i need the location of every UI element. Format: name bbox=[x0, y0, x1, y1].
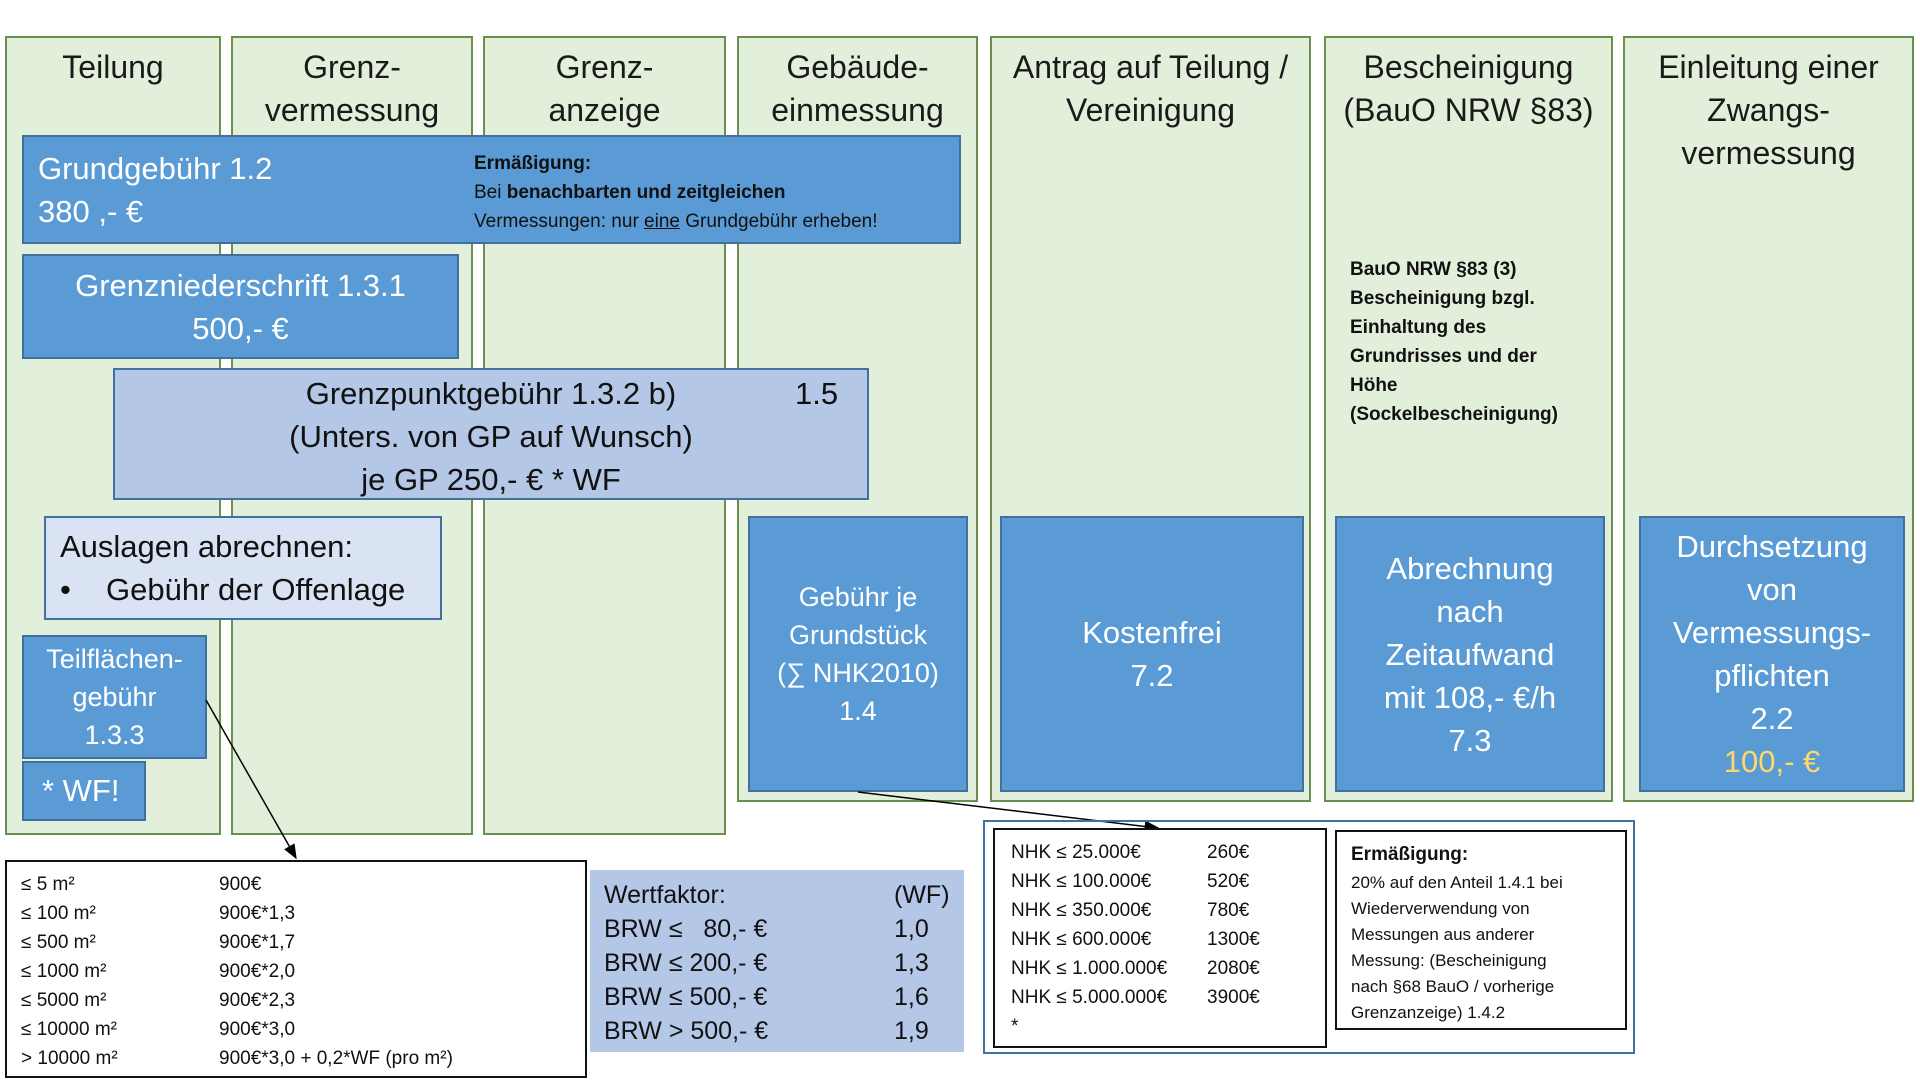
area-cell: > 10000 m² bbox=[21, 1048, 118, 1069]
area-table-row bbox=[21, 986, 453, 1015]
kostenfrei-box bbox=[1000, 516, 1304, 792]
nhk-fee-cell: 2080€ bbox=[1207, 958, 1260, 979]
wertfaktor-value: 1,3 bbox=[894, 949, 929, 977]
grenzpunkt-subtitle: (Unters. von GP auf Wunsch) bbox=[289, 419, 693, 454]
column-title: Grenz- anzeige bbox=[548, 49, 661, 128]
column-title: Antrag auf Teilung / Vereinigung bbox=[1012, 49, 1289, 128]
wertfaktor-row bbox=[604, 980, 950, 1014]
area-table-row bbox=[21, 1015, 453, 1044]
ermaessigung2-title: Ermäßigung: bbox=[1351, 844, 1469, 865]
column-title: Gebäude- einmessung bbox=[771, 49, 944, 128]
nhk-fee-cell: 3900€ bbox=[1207, 987, 1260, 1008]
column-title: Bescheinigung (BauO NRW §83) bbox=[1343, 49, 1594, 128]
teilflaechen-label: Teilflächen- gebühr 1.3.3 bbox=[46, 644, 183, 750]
grundgebuehr-box bbox=[22, 135, 961, 244]
auslagen-box bbox=[44, 516, 442, 620]
fee-cell: 900€*1,3 bbox=[219, 903, 296, 924]
area-table-row bbox=[21, 870, 453, 899]
grenzniederschrift-price: 500,- € bbox=[192, 310, 289, 346]
ermaessigung2-text: 20% auf den Anteil 1.4.1 bei Wiederverwendung von Messungen aus anderer Messung: (Bescheinigung nach §68 BauO / vorherige Grenzanzeige) 1.4.2 bbox=[1351, 873, 1563, 1022]
wertfaktor-value: 1,6 bbox=[894, 983, 929, 1011]
area-table-row bbox=[21, 928, 453, 957]
area-cell: ≤ 100 m² bbox=[21, 903, 96, 924]
durchsetzung-label: Durchsetzung von Vermessungs- pflichten 2.2 bbox=[1672, 529, 1872, 736]
durchsetzung-price: 100,- € bbox=[1723, 744, 1821, 779]
grenzpunkt-price: je GP 250,- € * WF bbox=[361, 462, 621, 497]
nhk-fee-cell: 780€ bbox=[1207, 900, 1250, 921]
grenzniederschrift-box bbox=[22, 254, 459, 359]
nhk-fee-cell: 260€ bbox=[1207, 842, 1250, 863]
wf-note-box bbox=[22, 761, 146, 821]
nhk-table-row bbox=[1011, 896, 1260, 925]
nhk-fee-cell: 520€ bbox=[1207, 871, 1250, 892]
fee-cell: 900€*3,0 bbox=[219, 1019, 296, 1040]
grundgebuehr-price: 380 ,- € bbox=[38, 194, 144, 229]
wertfaktor-row bbox=[604, 912, 950, 946]
grenzpunkt-code: 1.5 bbox=[795, 376, 839, 411]
durchsetzung-box bbox=[1639, 516, 1905, 792]
gebaeude-fee-label: Gebühr je Grundstück (∑ NHK2010) 1.4 bbox=[777, 582, 939, 726]
fee-cell: 900€ bbox=[219, 874, 262, 895]
nhk-table-box bbox=[993, 828, 1327, 1048]
bescheinigung-note: BauO NRW §83 (3) Bescheinigung bzgl. Einhaltung des Grundrisses und der Höhe (Sockelbescheinigung) bbox=[1350, 259, 1558, 425]
area-table-row bbox=[21, 1044, 453, 1073]
abrechnung-label: Abrechnung nach Zeitaufwand mit 108,- €/h 7.3 bbox=[1383, 550, 1557, 758]
area-fee-table bbox=[21, 870, 453, 1073]
wf-note-label: * WF! bbox=[42, 773, 120, 808]
area-cell: ≤ 10000 m² bbox=[21, 1019, 117, 1040]
ermaessigung-title: Ermäßigung: bbox=[474, 153, 592, 174]
grundgebuehr-label: Grundgebühr 1.2 bbox=[38, 151, 273, 186]
nhk-table bbox=[1011, 838, 1260, 1012]
ermaessigung-line2: Bei benachbarten und zeitgleichen bbox=[474, 182, 786, 203]
abrechnung-box bbox=[1335, 516, 1605, 792]
column-title: Einleitung einer Zwangs- vermessung bbox=[1658, 49, 1879, 171]
nhk-fee-cell: 1300€ bbox=[1207, 929, 1260, 950]
nhk-cell: NHK ≤ 100.000€ bbox=[1011, 871, 1152, 892]
wertfaktor-row bbox=[604, 946, 950, 980]
wertfaktor-header-code: (WF) bbox=[894, 881, 950, 909]
nhk-cell: NHK ≤ 5.000.000€ bbox=[1011, 987, 1168, 1008]
wertfaktor-label: BRW > 500,- € bbox=[604, 1017, 769, 1045]
grenzpunkt-label: Grenzpunktgebühr 1.3.2 b) bbox=[305, 376, 677, 411]
gebaeude-fee-box bbox=[748, 516, 968, 792]
wertfaktor-value: 1,9 bbox=[894, 1017, 929, 1045]
area-cell: ≤ 1000 m² bbox=[21, 961, 107, 982]
wertfaktor-box bbox=[590, 870, 964, 1052]
nhk-table-row bbox=[1011, 983, 1260, 1012]
area-table-row bbox=[21, 957, 453, 986]
nhk-cell: NHK ≤ 600.000€ bbox=[1011, 929, 1152, 950]
fee-cell: 900€*3,0 + 0,2*WF (pro m²) bbox=[219, 1048, 453, 1069]
nhk-table-row bbox=[1011, 838, 1260, 867]
fee-cell: 900€*2,0 bbox=[219, 961, 296, 982]
wertfaktor-label: BRW ≤ 80,- € bbox=[604, 915, 768, 943]
area-table-row bbox=[21, 899, 453, 928]
nhk-cell: NHK ≤ 25.000€ bbox=[1011, 842, 1141, 863]
ermaessigung-line3: Vermessungen: nur eine Grundgebühr erheben! bbox=[474, 211, 878, 232]
wertfaktor-table bbox=[604, 878, 950, 1048]
area-fee-table-box bbox=[5, 860, 587, 1078]
ermaessigung2-box bbox=[1335, 830, 1627, 1030]
kostenfrei-label: Kostenfrei 7.2 bbox=[1082, 615, 1222, 693]
fee-cell: 900€*2,3 bbox=[219, 990, 296, 1011]
area-cell: ≤ 5 m² bbox=[21, 874, 75, 895]
column-title: Teilung bbox=[62, 49, 164, 85]
nhk-cell: NHK ≤ 350.000€ bbox=[1011, 900, 1152, 921]
wertfaktor-label: BRW ≤ 500,- € bbox=[604, 983, 768, 1011]
wertfaktor-label: BRW ≤ 200,- € bbox=[604, 949, 768, 977]
fee-cell: 900€*1,7 bbox=[219, 932, 296, 953]
auslagen-bullet-item: • Gebühr der Offenlage bbox=[60, 572, 406, 607]
column-title: Grenz- vermessung bbox=[264, 49, 440, 128]
nhk-footnote: * bbox=[1011, 1016, 1019, 1037]
nhk-cell: NHK ≤ 1.000.000€ bbox=[1011, 958, 1168, 979]
wertfaktor-header: Wertfaktor: bbox=[604, 881, 726, 909]
auslagen-title: Auslagen abrechnen: bbox=[60, 529, 354, 564]
area-cell: ≤ 500 m² bbox=[21, 932, 96, 953]
area-cell: ≤ 5000 m² bbox=[21, 990, 107, 1011]
nhk-table-row bbox=[1011, 867, 1260, 896]
nhk-table-row bbox=[1011, 954, 1260, 983]
teilflaechen-box bbox=[22, 635, 207, 759]
grenzpunkt-box bbox=[113, 368, 869, 500]
wertfaktor-value: 1,0 bbox=[894, 915, 929, 943]
nhk-table-row bbox=[1011, 925, 1260, 954]
wertfaktor-row bbox=[604, 1014, 950, 1048]
grenzniederschrift-label: Grenzniederschrift 1.3.1 bbox=[75, 267, 406, 303]
